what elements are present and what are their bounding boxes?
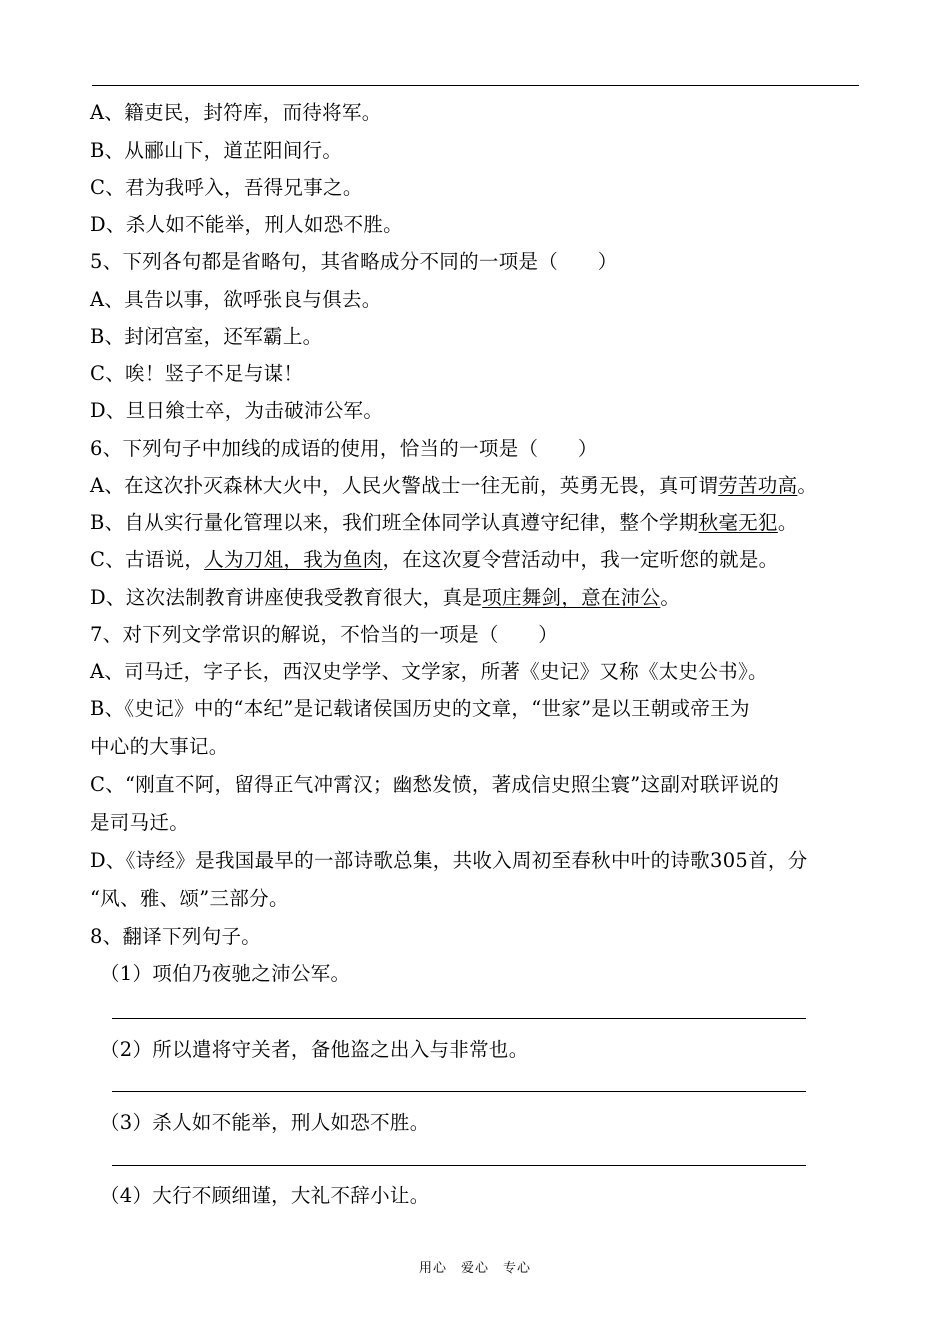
q6-option-b [90, 510, 798, 536]
q7-option-d-line2: “风、雅、颂”三部分。 [90, 887, 289, 910]
q7-option-b-line2: 中心的大事记。 [90, 735, 229, 758]
q5-option-c: C、唉！竖子不足与谋！ [90, 362, 304, 385]
q8-answer-line-1 [112, 1018, 806, 1019]
q6-option-c-end: ，在这次夏令营活动中，我一定听您的就是。 [382, 548, 779, 571]
header-rule [92, 85, 859, 86]
q8-stem: 8、翻译下列句子。 [90, 925, 262, 948]
q6-option-c [90, 547, 778, 573]
q7-option-c-line2: 是司马迁。 [90, 811, 190, 834]
q4-option-d: D、杀人如不能举，刑人如恐不胜。 [90, 213, 403, 236]
q6-option-c-idiom: 人为刀俎，我为鱼肉 [204, 548, 383, 571]
q7-option-c-line1: C、“刚直不阿，留得正气冲霄汉；幽愁发愤，著成信史照尘寰”这副对联评说的 [90, 773, 780, 796]
q5-stem: 5、下列各句都是省略句，其省略成分不同的一项是（ ） [90, 250, 618, 273]
q6-option-d-end: 。 [660, 586, 681, 609]
q6-option-c-text: C、古语说， [90, 548, 205, 571]
q5-option-b: B、封闭宫室，还军霸上。 [90, 325, 323, 348]
q8-answer-line-2 [112, 1091, 806, 1092]
q7-stem: 7、对下列文学常识的解说，不恰当的一项是（ ） [90, 623, 559, 646]
q5-option-a: A、具告以事，欲呼张良与俱去。 [90, 288, 382, 311]
q5-option-d: D、旦日飨士卒，为击破沛公军。 [90, 399, 384, 422]
q6-option-d-text: D、这次法制教育讲座使我受教育很大，真是 [90, 586, 483, 609]
page-footer: 用心 爱心 专心 [418, 1261, 531, 1276]
q6-option-b-idiom: 秋毫无犯 [698, 511, 778, 534]
q7-option-d-line1: D、《诗经》是我国最早的一部诗歌总集，共收入周初至春秋中叶的诗歌305首，分 [90, 849, 808, 872]
q6-stem: 6、下列句子中加线的成语的使用，恰当的一项是（ ） [90, 437, 598, 460]
q8-answer-line-3 [112, 1165, 806, 1166]
q8-item-4: （4）大行不顾细谨，大礼不辞小让。 [100, 1184, 430, 1207]
q4-option-b: B、从郦山下，道芷阳间行。 [90, 139, 343, 162]
q6-option-a-text: A、在这次扑灭森林大火中，人民火警战士一往无前，英勇无畏，真可谓 [90, 474, 719, 497]
q6-option-a-idiom: 劳苦功高 [718, 474, 798, 497]
q6-option-a [90, 473, 817, 499]
q7-option-a: A、司马迁，字子长，西汉史学学、文学家，所著《史记》又称《太史公书》。 [90, 660, 768, 683]
q6-option-d-idiom: 项庄舞剑，意在沛公 [482, 586, 661, 609]
q8-item-3: （3）杀人如不能举，刑人如恐不胜。 [100, 1111, 430, 1134]
q7-option-b-line1: B、《史记》中的“本纪”是记载诸侯国历史的文章，“世家”是以王朝或帝王为 [90, 697, 750, 720]
q6-option-b-text: B、自从实行量化管理以来，我们班全体同学认真遵守纪律，整个学期 [90, 511, 699, 534]
q4-option-a: A、籍吏民，封符库，而待将军。 [90, 101, 382, 124]
q8-item-2: （2）所以遣将守关者，备他盗之出入与非常也。 [100, 1038, 529, 1061]
q4-option-c: C、君为我呼入，吾得兄事之。 [90, 176, 363, 199]
q6-option-b-end: 。 [777, 511, 798, 534]
q6-option-d [90, 585, 680, 611]
q8-item-1: （1）项伯乃夜驰之沛公军。 [100, 962, 351, 985]
q6-option-a-end: 。 [797, 474, 818, 497]
